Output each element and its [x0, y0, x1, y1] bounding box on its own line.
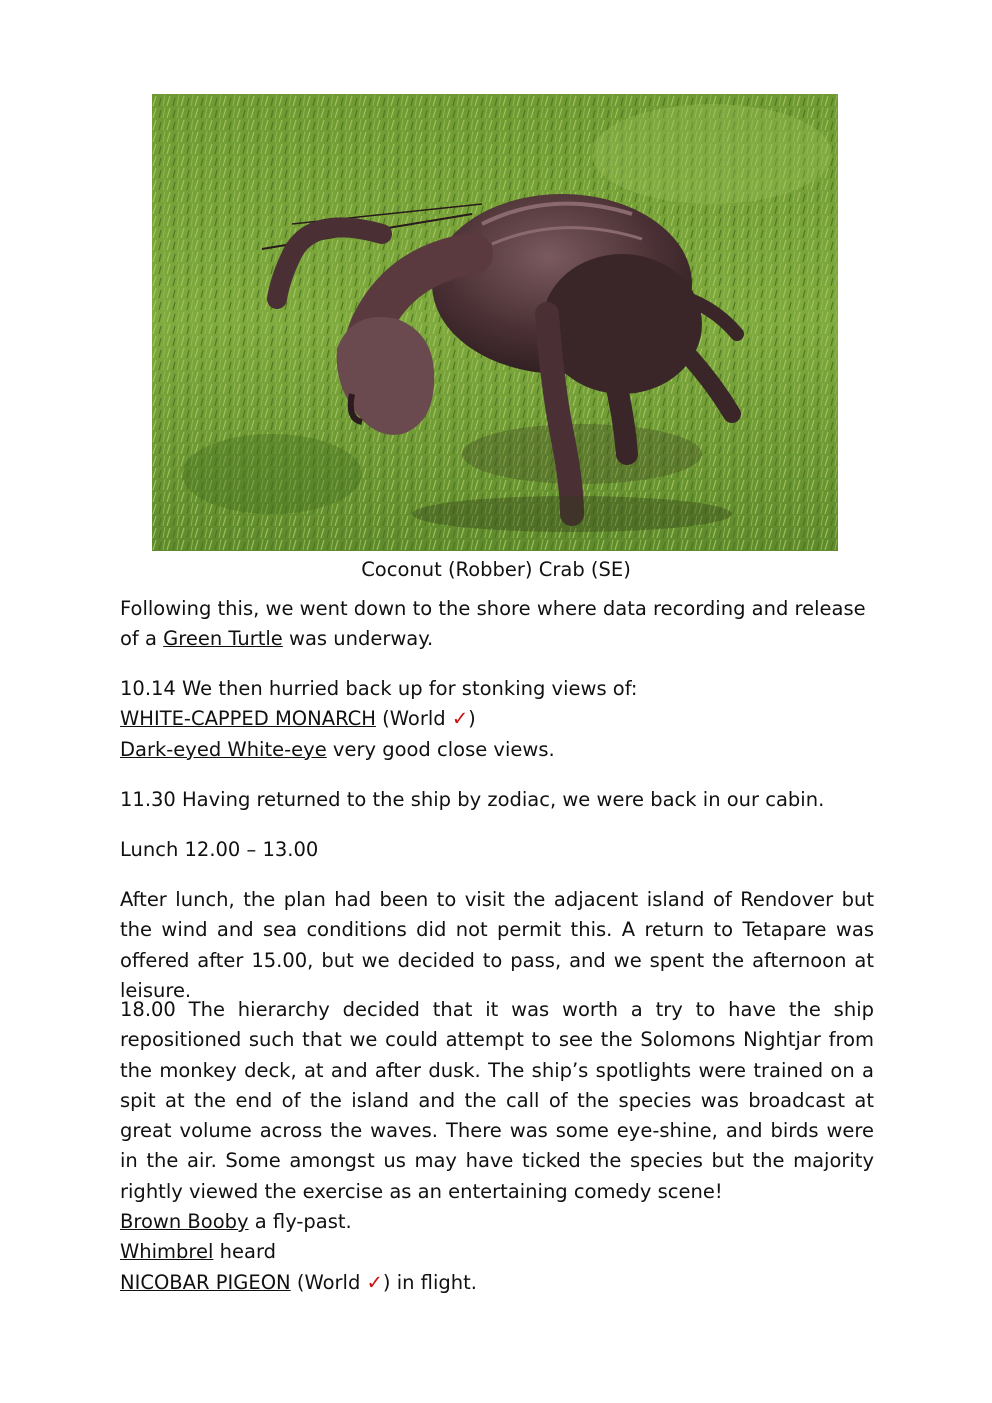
- shore-text: Following this, we went down to the shore where data recording and release of a: [120, 597, 866, 651]
- shore-tail: was underway.: [282, 627, 434, 651]
- tick-icon: ✓: [366, 1270, 383, 1294]
- paragraph-afternoon: After lunch, the plan had been to visit the adjacent island of Rendover but the wind and sea conditions did not permit this. A return to Tetapare was offered after 15.00, but we decided to pass, and we spent the afternoon at leisure.: [120, 888, 874, 1002]
- species-green-turtle: Green Turtle: [163, 627, 283, 651]
- crab-illustration: [152, 94, 838, 551]
- white-eye-line: [120, 735, 874, 765]
- photo-caption: Coconut (Robber) Crab (SE): [361, 558, 631, 581]
- paragraph-shore: [120, 594, 874, 655]
- booby-line: [120, 1207, 874, 1237]
- pigeon-note-pre: (World: [290, 1270, 367, 1294]
- paragraph-zodiac: 11.30 Having returned to the ship by zodiac, we were back in our cabin.: [120, 788, 825, 811]
- monarch-line: [120, 704, 874, 734]
- species-brown-booby: Brown Booby: [120, 1210, 249, 1234]
- whimbrel-note: heard: [213, 1240, 276, 1264]
- pigeon-note-post: ) in flight.: [382, 1270, 477, 1294]
- species-white-capped-monarch: WHITE-CAPPED MONARCH: [120, 707, 376, 731]
- paragraph-nightjar: [120, 995, 874, 1298]
- paragraph-lunch: Lunch 12.00 – 13.00: [120, 838, 319, 861]
- booby-note: a fly-past.: [248, 1210, 352, 1234]
- monarch-intro: 10.14 We then hurried back up for stonking views of:: [120, 677, 638, 700]
- nightjar-text: 18.00 The hierarchy decided that it was worth a try to have the ship repositioned such that we could attempt to see the Solomons Nightjar from the monkey deck, at and after dusk. The ship’s spotlights were trained on a spit at the end of the island and the call of the species was broadcast at great volume across the waves. There was some eye-shine, and birds were in the air. Some amongst us may have ticked the species but the majority rightly viewed the exercise as an entertaining comedy scene!: [120, 998, 874, 1203]
- world-note-pre: (World: [375, 707, 452, 731]
- pigeon-line: [120, 1268, 874, 1298]
- tick-icon: ✓: [451, 707, 469, 731]
- whimbrel-line: [120, 1237, 874, 1267]
- species-nicobar-pigeon: NICOBAR PIGEON: [120, 1270, 291, 1294]
- world-note-post: ): [468, 707, 476, 731]
- species-whimbrel: Whimbrel: [120, 1240, 214, 1264]
- paragraph-monarch: [120, 674, 874, 765]
- crab-photo: [152, 94, 838, 551]
- white-eye-note: very good close views.: [326, 737, 555, 761]
- species-dark-eyed-white-eye: Dark-eyed White-eye: [120, 737, 327, 761]
